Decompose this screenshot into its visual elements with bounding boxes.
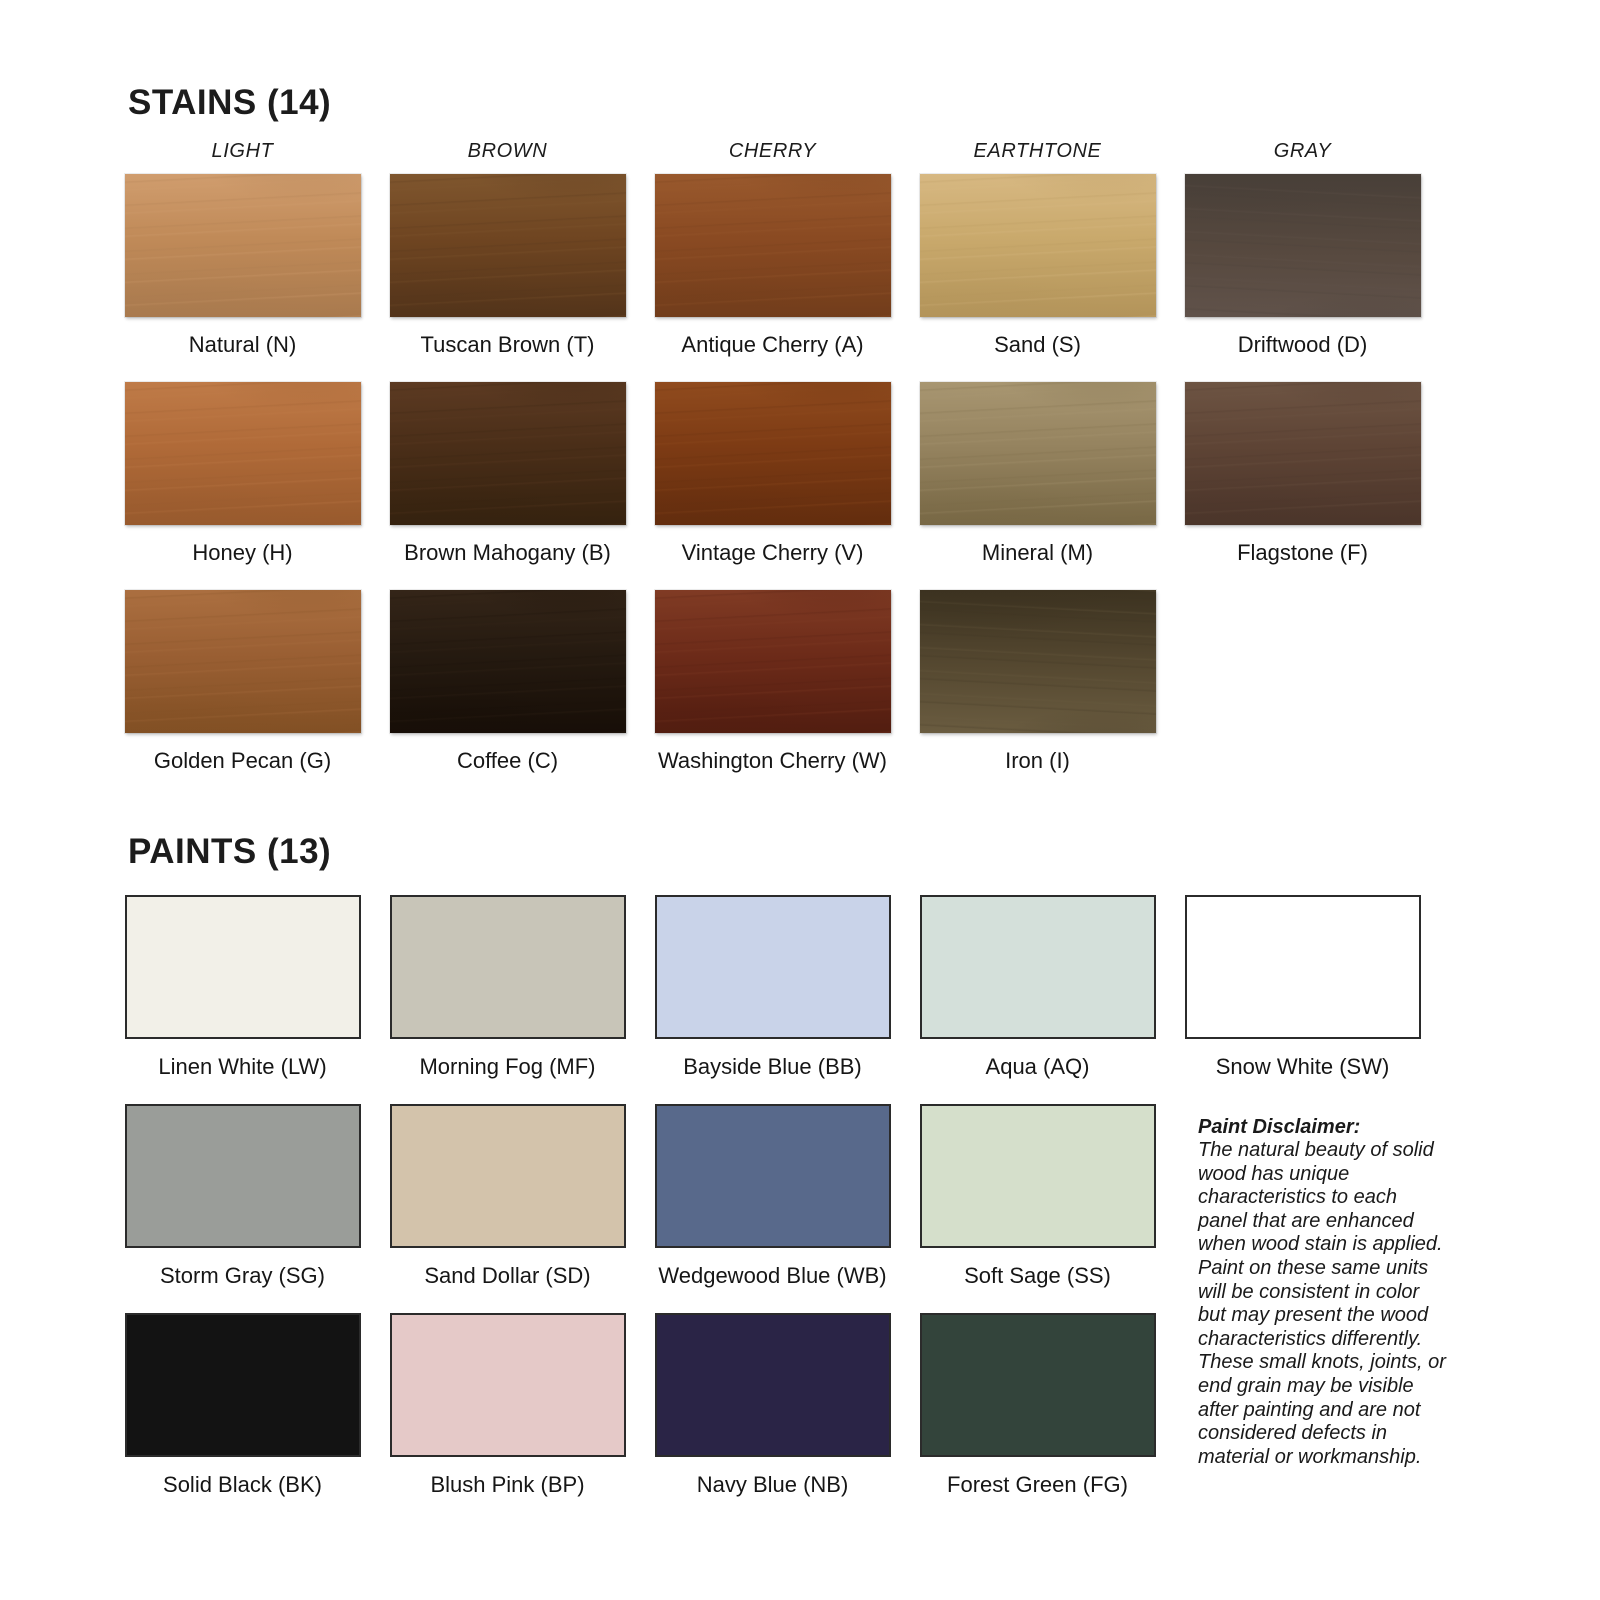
paint-label-forest-green-fg: Forest Green (FG): [947, 1471, 1128, 1497]
paint-cell-blush-pink-bp: [375, 1313, 640, 1522]
stain-label-sand-s: Sand (S): [994, 331, 1081, 357]
paint-label-solid-black-bk: Solid Black (BK): [163, 1471, 322, 1497]
paint-swatch-bayside-blue-bb: [655, 895, 891, 1039]
stain-swatch-iron-i: [920, 590, 1156, 733]
paint-swatch-linen-white-lw: [125, 895, 361, 1039]
stain-column-header-earthtone: EARTHTONE: [973, 139, 1102, 162]
stain-swatch-coffee-c: [390, 590, 626, 733]
paint-disclaimer-body: The natural beauty of solid wood has unique characteristics to each panel that are enhanced when wood stain is applied. Paint on these same units will be consistent in color but may present the wood characteristics differently. These small knots, joints, or end grain may be visible after painting and are not considered defects in material or workmanship.: [1198, 1139, 1446, 1468]
stain-swatch-driftwood-d: [1185, 174, 1421, 317]
paint-swatch-morning-fog-mf: [390, 895, 626, 1039]
paint-label-morning-fog-mf: Morning Fog (MF): [419, 1053, 596, 1079]
stain-cell-tuscan-brown-t: [375, 174, 640, 382]
paint-cell-snow-white-sw: [1170, 895, 1435, 1104]
stain-cell-washington-cherry-w: [640, 590, 905, 798]
stain-cell-coffee-c: [375, 590, 640, 798]
paint-cell-sand-dollar-sd: [375, 1104, 640, 1313]
stain-label-honey-h: Honey (H): [192, 539, 293, 565]
stain-swatch-tuscan-brown-t: [390, 174, 626, 317]
paint-swatch-solid-black-bk: [125, 1313, 361, 1457]
stain-cell-driftwood-d: [1170, 174, 1435, 382]
stain-column-header-gray: GRAY: [1273, 139, 1332, 162]
stain-cell-iron-i: [905, 590, 1170, 798]
stain-column-headers: [110, 140, 1600, 166]
paint-swatch-blush-pink-bp: [390, 1313, 626, 1457]
paint-swatch-aqua-aq: [920, 895, 1156, 1039]
stain-swatch-brown-mahogany-b: [390, 382, 626, 525]
paint-label-snow-white-sw: Snow White (SW): [1215, 1053, 1390, 1079]
paint-label-navy-blue-nb: Navy Blue (NB): [696, 1471, 849, 1497]
stain-cell-golden-pecan-g: [110, 590, 375, 798]
stain-label-vintage-cherry-v: Vintage Cherry (V): [681, 539, 864, 565]
stains-section: [110, 85, 1600, 798]
stain-column-header-light: LIGHT: [211, 139, 274, 162]
paint-swatch-storm-gray-sg: [125, 1104, 361, 1248]
stain-label-tuscan-brown-t: Tuscan Brown (T): [420, 331, 595, 357]
stain-label-flagstone-f: Flagstone (F): [1237, 539, 1368, 565]
paint-cell-forest-green-fg: [905, 1313, 1170, 1522]
stain-label-driftwood-d: Driftwood (D): [1237, 331, 1368, 357]
paint-cell-solid-black-bk: [110, 1313, 375, 1522]
paints-heading: PAINTS (13): [128, 831, 332, 871]
paint-disclaimer-heading: Paint Disclaimer:: [1198, 1115, 1361, 1138]
paint-swatch-sand-dollar-sd: [390, 1104, 626, 1248]
stain-label-golden-pecan-g: Golden Pecan (G): [153, 747, 332, 773]
stain-cell-brown-mahogany-b: [375, 382, 640, 590]
stain-swatch-golden-pecan-g: [125, 590, 361, 733]
stain-swatch-washington-cherry-w: [655, 590, 891, 733]
stain-cell-natural-n: [110, 174, 375, 382]
paint-swatch-snow-white-sw: [1185, 895, 1421, 1039]
paint-label-linen-white-lw: Linen White (LW): [158, 1053, 327, 1079]
stain-label-coffee-c: Coffee (C): [456, 747, 559, 773]
paint-swatch-navy-blue-nb: [655, 1313, 891, 1457]
stain-cell-flagstone-f: [1170, 382, 1435, 590]
stain-cell-sand-s: [905, 174, 1170, 382]
stain-cell-vintage-cherry-v: [640, 382, 905, 590]
stain-label-natural-n: Natural (N): [188, 331, 297, 357]
paint-cell-storm-gray-sg: [110, 1104, 375, 1313]
stain-swatch-sand-s: [920, 174, 1156, 317]
stain-cell-honey-h: [110, 382, 375, 590]
paint-label-wedgewood-blue-wb: Wedgewood Blue (WB): [658, 1262, 887, 1288]
stain-column-header-brown: BROWN: [467, 139, 548, 162]
paint-swatch-soft-sage-ss: [920, 1104, 1156, 1248]
stain-cell-antique-cherry-a: [640, 174, 905, 382]
paint-label-aqua-aq: Aqua (AQ): [985, 1053, 1090, 1079]
stain-swatch-grid: [110, 174, 1600, 798]
paints-section: [110, 831, 1600, 1522]
paint-cell-wedgewood-blue-wb: [640, 1104, 905, 1313]
paint-label-blush-pink-bp: Blush Pink (BP): [430, 1471, 585, 1497]
paint-label-storm-gray-sg: Storm Gray (SG): [159, 1262, 325, 1288]
paint-cell-linen-white-lw: [110, 895, 375, 1104]
stains-heading: STAINS (14): [128, 83, 332, 122]
stain-label-brown-mahogany-b: Brown Mahogany (B): [404, 539, 611, 565]
stain-cell-mineral-m: [905, 382, 1170, 590]
paint-cell-soft-sage-ss: [905, 1104, 1170, 1313]
paint-cell-aqua-aq: [905, 895, 1170, 1104]
paint-disclaimer: [1170, 1104, 1448, 1522]
paint-swatch-grid: [110, 895, 1600, 1522]
stain-column-header-cherry: CHERRY: [728, 139, 817, 162]
stain-swatch-flagstone-f: [1185, 382, 1421, 525]
stain-swatch-antique-cherry-a: [655, 174, 891, 317]
stain-label-antique-cherry-a: Antique Cherry (A): [681, 331, 864, 357]
stain-label-washington-cherry-w: Washington Cherry (W): [657, 747, 887, 773]
paint-cell-morning-fog-mf: [375, 895, 640, 1104]
paint-label-soft-sage-ss: Soft Sage (SS): [964, 1262, 1111, 1288]
stain-label-mineral-m: Mineral (M): [981, 539, 1094, 565]
stain-label-iron-i: Iron (I): [1005, 747, 1070, 773]
stain-swatch-honey-h: [125, 382, 361, 525]
stain-swatch-natural-n: [125, 174, 361, 317]
stain-swatch-mineral-m: [920, 382, 1156, 525]
paint-label-sand-dollar-sd: Sand Dollar (SD): [424, 1262, 591, 1288]
stain-swatch-vintage-cherry-v: [655, 382, 891, 525]
paint-label-bayside-blue-bb: Bayside Blue (BB): [683, 1053, 862, 1079]
paint-cell-navy-blue-nb: [640, 1313, 905, 1522]
paint-cell-bayside-blue-bb: [640, 895, 905, 1104]
paint-swatch-forest-green-fg: [920, 1313, 1156, 1457]
paint-swatch-wedgewood-blue-wb: [655, 1104, 891, 1248]
